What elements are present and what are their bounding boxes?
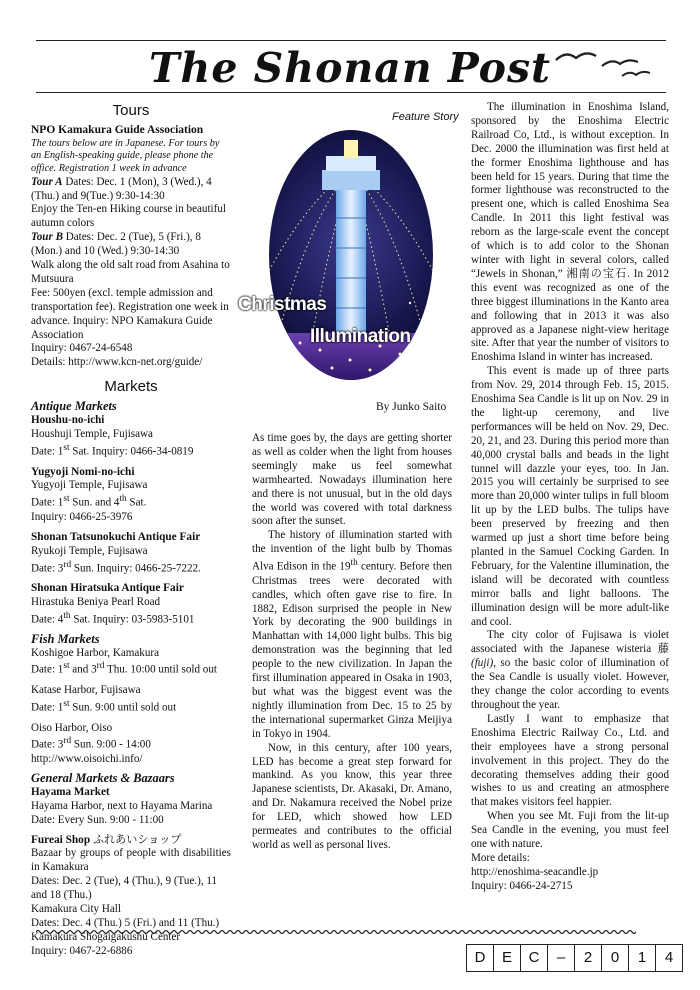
article-p7: Lastly I want to emphasize that Enoshima Electric Railway Co., Ltd. and their employees have a strong personal involvement in this project. They do the decorating themselves adding their good wishes to us and creating an atmosphere that makes visitors feel happier. — [471, 712, 669, 809]
date-cell: E — [494, 945, 521, 971]
list-item: Hayama Market Hayama Harbor, next to Hayama Marina Date: Every Sun. 9:00 - 11:00 — [31, 785, 213, 826]
top-rule — [36, 40, 666, 41]
fish-heading: Fish Markets — [31, 631, 100, 646]
list-item: Oiso Harbor, Oiso Date: 3rd Sun. 9:00 - 14:00 http://www.oisoichi.info/ — [31, 722, 231, 767]
feature-story-label: Feature Story — [392, 111, 459, 123]
tour-b: Tour B Dates: Dec. 2 (Tue), 5 (Fri.), 8 (Mon.) and 10 (Wed.) 9:30-14:30 — [31, 231, 201, 258]
tour-b-desc: Walk along the old salt road from Asahina to Mutsuura — [31, 259, 230, 285]
npo-inquiry: Inquiry: 0467-24-6548 — [31, 342, 133, 355]
masthead-title: The Shonan Post — [149, 44, 551, 92]
list-item: Fureai Shop ふれあいショップ Bazaar by groups of people with disabilities in Kamakura Dates: Dec. 2 (Tue), 4 (Thu.), 9 (Tue.), 11 and 18 (Thu.) Kamakura City Hall Dates: Dec. 4 (Thu.) 5 (Fri.) and 11 (Thu.) Kamakura Shogaigakushu Center Inquiry: 0467-22-6886 — [31, 833, 231, 957]
middle-column — [252, 432, 452, 853]
date-cell: 4 — [664, 949, 674, 966]
article-p8: When you see Mt. Fuji from the lit-up Sea Candle in the evening, you must feel one with nature. — [471, 810, 669, 851]
seacandle-link[interactable]: http://enoshima-seacandle.jp — [471, 865, 599, 878]
article-p4: The illumination in Enoshima Island, sponsored by the Enoshima Electric Railroad Co, Ltd., is without exception. In Dec. 2000 the illumination was first held at the former Enoshima lighthouse and has been held for 15 years. During that time the former lighthouse was reconstructed to the present one, which is called Enoshima Sea Candle. In 2011 this light festival was reborn as the large-scale event the concept of which is to add color to the Shonan winter with light in several colors, called “Jewels in Shonan,” 湘南の宝石. In 2012 this event was recognized as one of the three biggest illuminations in the Kanto area and following that in 2013 it was also approved as a Japanese night-view heritage site. After that year the number of visitors to Enoshima Island in winter has increased. — [471, 101, 669, 364]
article-p1: As time goes by, the days are getting shorter as well as colder when the light from houses seemingly make us feel somewhat warmhearted. Nowadays illumination here and there is not unusual, but in the old days the world was covered with total darkness soon after the sunset. — [252, 432, 452, 528]
date-cell: D — [467, 945, 494, 971]
photo-title-christmas: Christmas — [238, 294, 327, 315]
list-item: Shonan Hiratsuka Antique Fair Hirastuka Beniya Pearl Road Date: 4th Sat. Inquiry: 03-5983-5101 — [31, 582, 195, 626]
footer-wave-divider — [36, 928, 636, 936]
list-item: Koshigoe Harbor, Kamakura Date: 1st and 3rd Thu. 10:00 until sold out — [31, 646, 217, 677]
oiso-link[interactable]: http://www.oisoichi.info/ — [31, 753, 143, 766]
npo-note: The tours below are in Japanese. For tours by an English-speaking guide, please phone the office. Registration 1 week in advance — [31, 137, 220, 174]
article-p2: The history of illumination started with the invention of the light bulb by Thomas Alva Edison in the 19th century. Before then Christmas trees were decorated with candles, which often gave rise to fire. In 1882, Edison surprised the people in New York by decorating the 900 buildings in Manhattan with 14,000 light bulbs. This big demonstration was the beginning that led people to the new civilization. In Japan the first illumination appeared in Osaka in 1903, but what was the biggest event was the nightly illumination from Dec. 15 to 25 by the international supermarket Ginza Meijiya in Tokyo in 1904. — [252, 529, 452, 740]
date-cell: 0 — [602, 945, 629, 971]
tour-fee: Fee: 500yen (excl. temple admission and transportation fee). Registration one week in advance. Inquiry: NPO Kamakura Guide Association — [31, 286, 229, 341]
seacandle-inquiry: Inquiry: 0466-24-2715 — [471, 879, 573, 892]
markets-heading: Markets — [104, 378, 158, 396]
npo-name: NPO Kamakura Guide Association — [31, 123, 204, 136]
article-p5: This event is made up of three parts from Nov. 29, 2014 through Feb. 15, 2015. Enoshima Sea Candle is lit up on Nov. 29 in the light-up ceremony, and live performances will be held on Nov. 29, Dec. 20, 21, and 23. During this period more than 40,000 crystal balls and beads in the light tunnel will dazzle your eyes, too. In Jan. 2015 you will certainly be surprised to see more than 20,000 winter tulips in full bloom lit up by the LED bulbs. The tulips have been preserved by freezing and then warmed up just a short time before being planted in the Samuel Cocking Garden. In February, for the Valentine illumination, the island will be decorated with countless mirror balls and light balloons. The illumination design will be more adult-like and cool. — [471, 365, 669, 628]
tours-heading: Tours — [112, 102, 150, 119]
date-cell: 1 — [629, 945, 656, 971]
npo-details-link[interactable]: Details: http://www.kcn-net.org/guide/ — [31, 356, 203, 369]
antique-heading: Antique Markets — [31, 399, 117, 414]
more-details-label: More details: — [471, 851, 530, 864]
tour-a: Tour A Dates: Dec. 1 (Mon), 3 (Wed.), 4 (Thu.) and 9(Tue.) 9:30-14:30 — [31, 175, 212, 202]
byline: By Junko Saito — [376, 401, 447, 413]
article-p3: Now, in this century, after 100 years, LED has become a great step forward for mankind. As you know, this year three Japanese scientists, Dr. Akasaki, Dr. Amano, and Dr. Nakamura received the Nobel prize for LED, which showed how LED permeates and contributes to the official world as well as personal lives. — [252, 741, 452, 851]
list-item: Shonan Tatsunokuchi Antique Fair Ryukoji Temple, Fujisawa Date: 3rd Sun. Inquiry: 0466-25-7222. — [31, 530, 201, 575]
article-p6: The city color of Fujisawa is violet associated with the Japanese wisteria 藤(fuji), so the basic color of illumination of the Sea Candle is usually violet. However, they change the color according to events throughout the year. — [471, 629, 669, 711]
date-cell: C — [521, 945, 548, 971]
list-item: Yugyoji Nomi-no-ichi Yugyoji Temple, Fujisawa Date: 1st Sun. and 4th Sat. Inquiry: 0466-25-3976 — [31, 465, 148, 523]
list-item: Houshu-no-ichi Houshuji Temple, Fujisawa Date: 1st Sat. Inquiry: 0466-34-0819 — [31, 414, 194, 458]
issue-date-box — [466, 944, 683, 972]
photo-title-illumination: Illumination — [310, 326, 411, 347]
date-cell: – — [548, 945, 575, 971]
masthead-rule — [36, 92, 666, 93]
left-column — [31, 104, 231, 959]
right-column — [471, 101, 669, 894]
tour-a-desc: Enjoy the Ten-en Hiking course in beautiful autumn colors — [31, 203, 226, 230]
date-cell: 2 — [575, 945, 602, 971]
seagulls-icon — [552, 46, 662, 86]
list-item: Katase Harbor, Fujisawa Date: 1st Sun. 9:00 until sold out — [31, 684, 177, 714]
general-heading: General Markets & Bazaars — [31, 770, 175, 785]
